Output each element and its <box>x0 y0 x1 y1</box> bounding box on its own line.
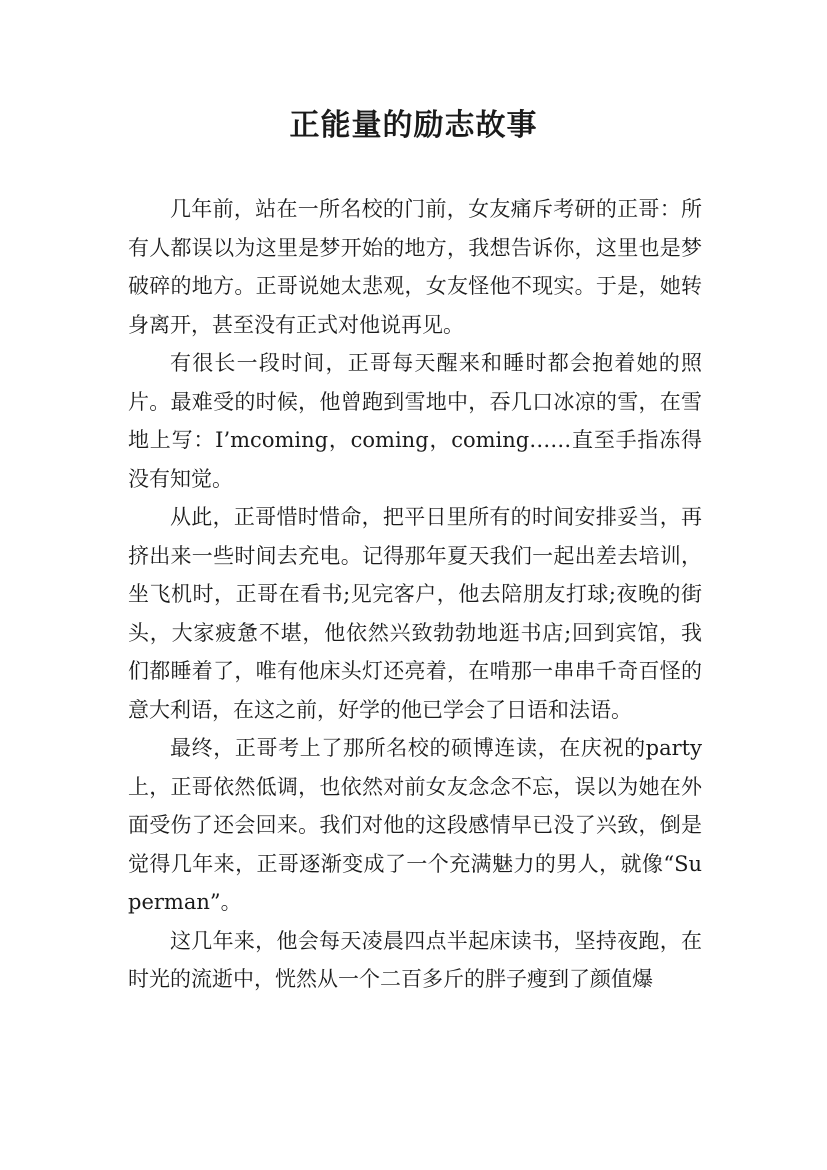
document-title: 正能量的励志故事 <box>289 108 538 143</box>
paragraph: 这几年来，他会每天凌晨四点半起床读书，坚持夜跑，在时光的流逝中，恍然从一个二百多斤的胖子瘦到了颜值爆 <box>128 928 702 991</box>
document-body <box>128 190 702 999</box>
paragraph: 从此，正哥惜时惜命，把平日里所有的时间安排妥当，再挤出来一些时间去充电。记得那年夏天我们一起出差去培训，坐飞机时，正哥在看书;见完客户，他去陪朋友打球;夜晚的街头，大家疲惫不堪，他依然兴致勃勃地逛书店;回到宾馆，我们都睡着了，唯有他床头灯还亮着，在啃那一串串千奇百怪的意大利语，在这之前，好学的他已学会了日语和法语。 <box>128 505 702 722</box>
paragraph: 最终，正哥考上了那所名校的硕博连读，在庆祝的party上，正哥依然低调，也依然对前女友念念不忘，误以为她在外面受伤了还会回来。我们对他的这段感情早已没了兴致，倒是觉得几年来，正哥逐渐变成了一个充满魅力的男人，就像“Superman”。 <box>128 736 702 914</box>
paragraph: 几年前，站在一所名校的门前，女友痛斥考研的正哥：所有人都误以为这里是梦开始的地方，我想告诉你，这里也是梦破碎的地方。正哥说她太悲观，女友怪他不现实。于是，她转身离开，甚至没有正式对他说再见。 <box>128 197 702 337</box>
paragraph: 有很长一段时间，正哥每天醒来和睡时都会抱着她的照片。最难受的时候，他曾跑到雪地中，吞几口冰凉的雪，在雪地上写：I’mcoming，coming，coming……直至手指冻得没有知觉。 <box>128 351 702 491</box>
